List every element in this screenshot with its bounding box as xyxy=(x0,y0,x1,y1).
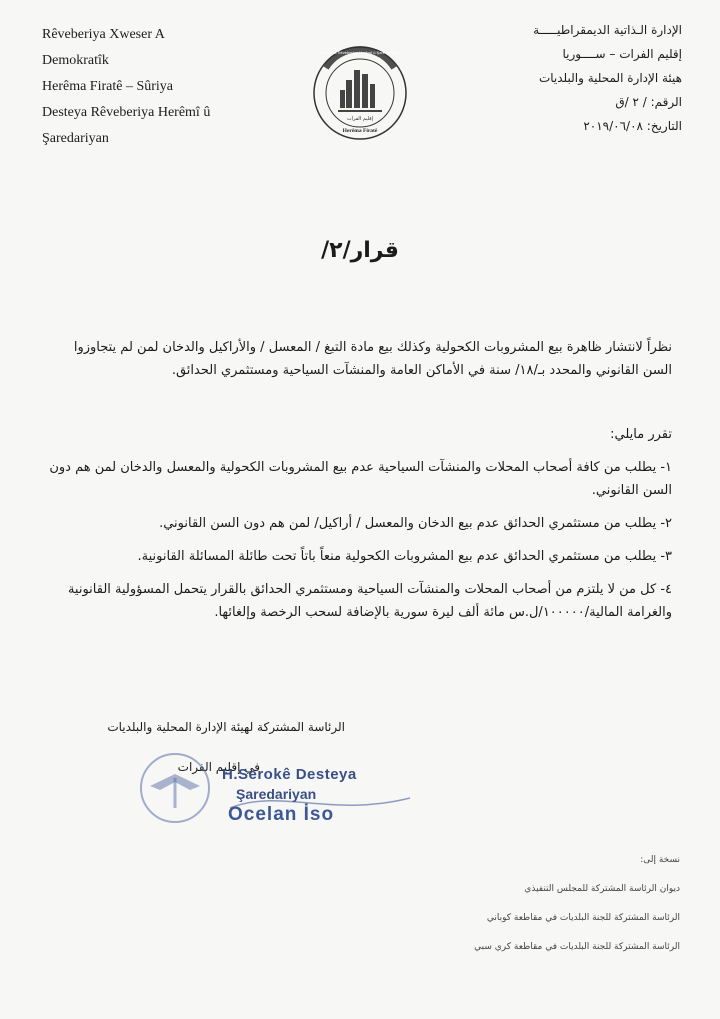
copy-recipient: الرئاسة المشتركة للجنة البلديات في مقاطعة كري سبي xyxy=(474,942,680,952)
kurdish-line: Şaredariyan xyxy=(42,131,109,146)
preamble-paragraph: نظراً لانتشار ظاهرة بيع المشروبات الكحولية وكذلك بيع مادة التبغ / المعسل / والأراكيل والدخان لمن لم يتجاوزوا السن القانوني والمحدد بـ/١٨/ سنة في الأماكن العامة والمنشآت السياحية ومستثمري الحدائق. xyxy=(73,340,672,378)
logo-bottom-text: Herêma Firatê xyxy=(342,128,378,134)
logo-top-text: Desteya Rêveberiya Herêmî û Şaredariyan xyxy=(321,50,399,55)
decision-item: ٢- يطلب من مستثمري الحدائق عدم بيع الدخان والمعسل / أراكيل/ لمن هم دون السن القانوني. xyxy=(159,516,672,531)
reference-number: الرقم: / ٢ /ق xyxy=(615,95,682,109)
copy-recipient: ديوان الرئاسة المشتركة للمجلس التنفيذي xyxy=(524,884,680,894)
stamp-line: H.Serokê Desteya xyxy=(222,766,357,783)
decision-item: ٤- كل من لا يلتزم من أصحاب المحلات والمنشآت السياحية ومستثمري الحدائق بالقرار يتحمل المسؤولية القانونية والغرامة المالية/١٠٠٠٠٠/ل.س مائة ألف ليرة سورية بالإضافة لسحب الرخصة وإلغائها. xyxy=(67,582,672,620)
signature-region: في إقليم الفرات xyxy=(177,760,260,774)
logo-middle-text: إقليم الفرات xyxy=(346,116,374,122)
document-date: التاريخ: ٢٠١٩/٠٦/٠٨ xyxy=(583,119,682,133)
decision-items xyxy=(48,456,672,634)
decision-item: ٣- يطلب من مستثمري الحدائق عدم بيع المشروبات الكحولية منعاً باتاً تحت طائلة المسائلة القانونية. xyxy=(137,549,672,564)
copies-label: نسخة إلى: xyxy=(640,855,680,865)
signature-title: الرئاسة المشتركة لهيئة الإدارة المحلية والبلديات xyxy=(107,720,345,734)
decision-title: قرار/٢/ xyxy=(321,238,399,263)
arabic-header-line: إقليم الفرات – ســــوريا xyxy=(562,47,682,61)
kurdish-line: Desteya Rêveberiya Herêmî û xyxy=(42,105,211,120)
arabic-header-line: هيئة الإدارة المحلية والبلديات xyxy=(538,71,682,85)
kurdish-letterhead xyxy=(42,22,272,152)
stamp-line: Şaredariyan xyxy=(236,786,317,802)
arabic-letterhead xyxy=(452,18,682,138)
kurdish-line: Herêma Firatê – Sûriya xyxy=(42,79,174,94)
signature-name: Ocelan İso xyxy=(228,804,335,825)
copy-recipient: الرئاسة المشتركة للجنة البلديات في مقاطعة كوباني xyxy=(486,913,680,923)
arabic-header-line: الإدارة الـذاتية الديمقراطيـــــة xyxy=(533,23,682,37)
buildings-emblem-icon xyxy=(310,38,410,158)
decide-label: تقرر مايلي: xyxy=(610,427,672,442)
copies-list xyxy=(420,846,680,962)
decision-item: ١- يطلب من كافة أصحاب المحلات والمنشآت السياحية عدم بيع المشروبات الكحولية والمعسل والدخان لمن هم دون السن القانوني. xyxy=(49,460,672,498)
kurdish-line: Demokratîk xyxy=(42,53,109,68)
kurdish-line: Rêveberiya Xweser A xyxy=(42,27,165,42)
